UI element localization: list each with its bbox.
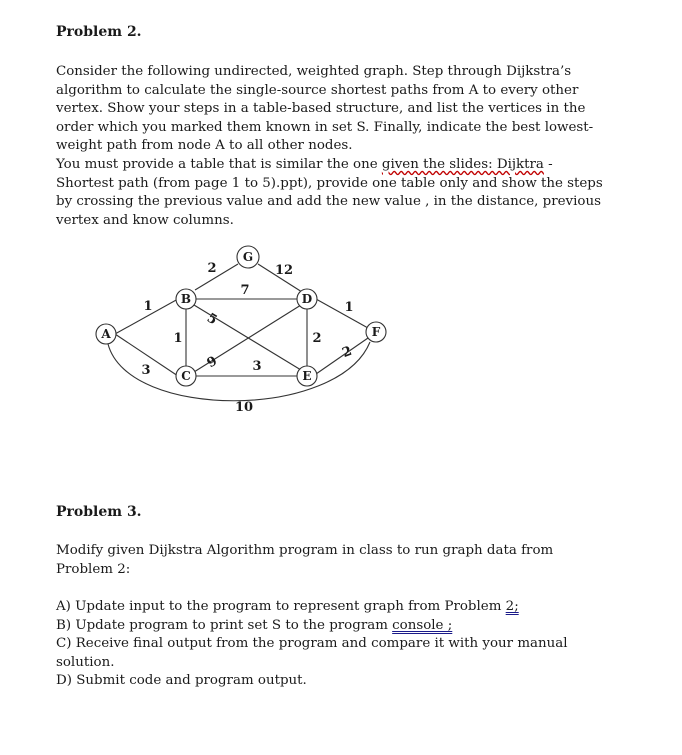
weight-d-e: 2 xyxy=(312,331,322,346)
description-line: Shortest path (from page 1 to 5).ppt), provide one table only and show the steps xyxy=(56,175,603,191)
weight-b-g: 2 xyxy=(207,261,217,276)
edge-d-f xyxy=(316,299,368,328)
task-text: B) Update program to print set S to the program xyxy=(56,617,393,633)
problem-3-intro xyxy=(56,542,616,579)
intro-line: Problem 2: xyxy=(56,561,131,577)
line-text: You must provide a table that is similar the one xyxy=(56,156,382,172)
node-label-e: E xyxy=(302,369,312,383)
node-label-f: F xyxy=(371,325,381,339)
intro-line: Modify given Dijkstra Algorithm program in class to run graph data from xyxy=(56,543,554,558)
description-line: order which you marked them known in set S. Finally, indicate the best lowest- xyxy=(56,119,594,135)
node-label-b: B xyxy=(180,292,192,306)
weighted-graph xyxy=(88,238,408,428)
problem-2-description xyxy=(56,63,616,230)
node-label-c: C xyxy=(181,369,191,383)
description-line: Consider the following undirected, weighted graph. Step through Dijkstra’s xyxy=(56,64,572,79)
problem-2-heading: Problem 2. xyxy=(56,24,142,40)
console-reference: console ; xyxy=(392,617,453,633)
task-b xyxy=(56,617,616,636)
weight-a-f: 10 xyxy=(234,400,254,415)
node-label-d: D xyxy=(301,292,313,306)
task-text: A) Update input to the program to represent graph from Problem xyxy=(56,599,506,614)
task-a xyxy=(56,598,616,617)
description-line: algorithm to calculate the single-source shortest paths from A to every other xyxy=(56,82,579,98)
problem-reference: 2; xyxy=(505,599,519,614)
description-line: weight path from node A to all other nodes. xyxy=(56,138,353,154)
weight-e-f: 2 xyxy=(340,343,354,362)
edge-e-f xyxy=(316,338,368,374)
task-c-continued: solution. xyxy=(56,654,115,670)
node-label-g: G xyxy=(242,250,254,264)
weight-b-e: 5 xyxy=(204,310,220,329)
node-label-a: A xyxy=(101,327,111,341)
line-text: - xyxy=(543,156,553,172)
weight-a-c: 3 xyxy=(141,363,151,378)
description-line: vertex and know columns. xyxy=(56,212,234,228)
weight-b-d: 7 xyxy=(240,283,250,298)
weight-c-e: 3 xyxy=(252,359,262,374)
task-d: D) Submit code and program output. xyxy=(56,673,307,689)
task-c: C) Receive final output from the program and compare it with your manual xyxy=(56,636,568,652)
weight-a-b: 1 xyxy=(143,299,153,314)
weight-g-d: 12 xyxy=(274,263,294,278)
weight-d-f: 1 xyxy=(344,300,354,315)
description-line: by crossing the previous value and add the new value , in the distance, previous xyxy=(56,194,601,210)
description-line: vertex. Show your steps in a table-based structure, and list the vertices in the xyxy=(56,101,586,117)
problem-3-heading: Problem 3. xyxy=(56,504,142,520)
weight-c-d: 9 xyxy=(204,353,220,372)
weight-b-c: 1 xyxy=(173,331,183,346)
description-line xyxy=(56,156,616,175)
problem-3-task-list xyxy=(56,598,616,691)
slides-reference: given the slides: Dijktra xyxy=(381,156,544,172)
